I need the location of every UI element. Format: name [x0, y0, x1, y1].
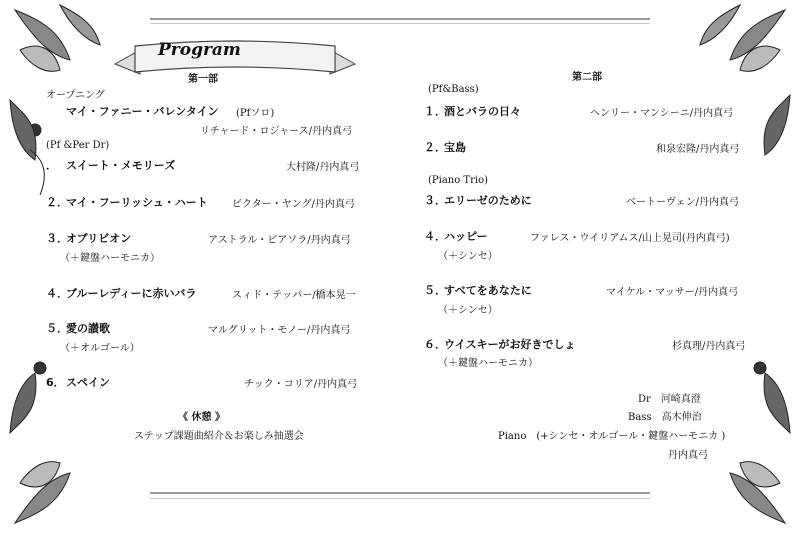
left-item-6-credit: チック・コリア/丹内真弓	[244, 379, 358, 390]
bottom-border-rule	[150, 492, 650, 494]
right-item-4-note: （＋シンセ）	[438, 251, 498, 262]
left-item-2-title: マイ・フーリッシュ・ハート	[66, 196, 208, 209]
member-bass: Bass 高木伸治	[628, 412, 702, 423]
left-item-3-credit: アストラル・ピアソラ/丹内真弓	[208, 235, 351, 246]
right-item-2-credit: 和泉宏隆/丹内真弓	[656, 144, 740, 155]
member-piano: Piano (+シンセ・オルゴール・鍵盤ハーモニカ )	[498, 431, 726, 442]
opening-title: マイ・ファニー・バレンタイン	[66, 105, 219, 118]
right-item-3-num: ３．	[424, 194, 446, 207]
right-item-5-num: ５．	[424, 284, 446, 297]
member-drums: Dr 河崎真澄	[638, 394, 701, 405]
right-item-6-credit: 杉真理/丹内真弓	[672, 341, 746, 352]
left-item-5-num: ５．	[46, 322, 68, 335]
banner-title: Program	[158, 40, 241, 60]
right-item-3-credit: ベートーヴェン/丹内真弓	[626, 197, 739, 208]
left-item-3-note: （＋鍵盤ハーモニカ）	[60, 253, 160, 264]
right-item-4-credit: ファレス・ウイリアムス/山上晃司(丹内真弓)	[530, 233, 730, 244]
right-item-1-credit: ヘンリー・マンシーニ/丹内真弓	[590, 108, 734, 119]
right-item-4-num: ４．	[424, 230, 446, 243]
floral-ornament-top-right-icon	[640, 0, 800, 200]
right-item-2-title: 宝島	[444, 141, 466, 154]
member-piano-name: 丹内真弓	[668, 450, 708, 461]
opening-credit: リチャード・ロジャース/丹内真弓	[200, 126, 353, 137]
right-item-6-note: （＋鍵盤ハーモニカ）	[438, 358, 538, 369]
right-item-1-num: １．	[424, 105, 446, 118]
left-item-5-title: 愛の讃歌	[66, 322, 110, 335]
break-title: 《 休憩 》	[178, 412, 225, 423]
left-item-4-title: ブルーレディーに赤いバラ	[66, 287, 197, 300]
left-item-1-num: ．	[46, 159, 57, 172]
top-border-rule	[150, 18, 650, 20]
right-item-5-credit: マイケル・マッサー/丹内真弓	[606, 287, 739, 298]
left-item-6-num: 6．	[46, 376, 65, 389]
left-item-2-num: ２．	[46, 196, 68, 209]
floral-ornament-bottom-right-icon	[640, 353, 800, 533]
bottom-border-rule-thin	[150, 498, 650, 499]
left-item-6-title: スペイン	[66, 376, 110, 389]
right-item-4-title: ハッピー	[444, 230, 488, 243]
right-group-1-label: (Pf&Bass)	[428, 84, 479, 95]
right-group-2-label: (Piano Trio)	[428, 175, 488, 186]
left-item-2-credit: ビクター・ヤング/丹内真弓	[232, 199, 355, 210]
opening-label: オープニング	[46, 90, 105, 101]
left-item-5-note: （＋オルゴール）	[60, 343, 140, 354]
break-subtitle: ステップ課題曲紹介＆お楽しみ抽選会	[134, 431, 304, 442]
opening-note: (Pfソロ)	[236, 108, 275, 119]
left-item-1-credit: 大村隆/丹内真弓	[286, 162, 360, 173]
left-item-5-credit: マルグリット・モノー/丹内真弓	[208, 325, 351, 336]
left-item-4-num: ４．	[46, 287, 68, 300]
left-item-3-num: ３．	[46, 232, 68, 245]
right-item-2-num: ２．	[424, 141, 446, 154]
left-item-1-title: スイート・メモリーズ	[66, 159, 176, 172]
left-item-3-title: オブリビオン	[66, 232, 132, 245]
right-item-3-title: エリーゼのために	[444, 194, 532, 207]
left-group-label: (Pf &Per Dr)	[46, 140, 110, 151]
right-item-5-note: （＋シンセ）	[438, 305, 498, 316]
right-item-6-title: ウイスキーがお好きでしょ	[444, 338, 576, 351]
right-item-1-title: 酒とバラの日々	[444, 105, 521, 118]
left-item-4-credit: スィド・テッパー/橋本晃一	[232, 290, 356, 301]
top-border-rule-thin	[150, 23, 650, 24]
right-item-6-num: ６．	[424, 338, 446, 351]
left-part-heading: 第一部	[188, 74, 218, 85]
right-part-heading: 第二部	[572, 72, 602, 83]
right-item-5-title: すべてをあなたに	[444, 284, 532, 297]
